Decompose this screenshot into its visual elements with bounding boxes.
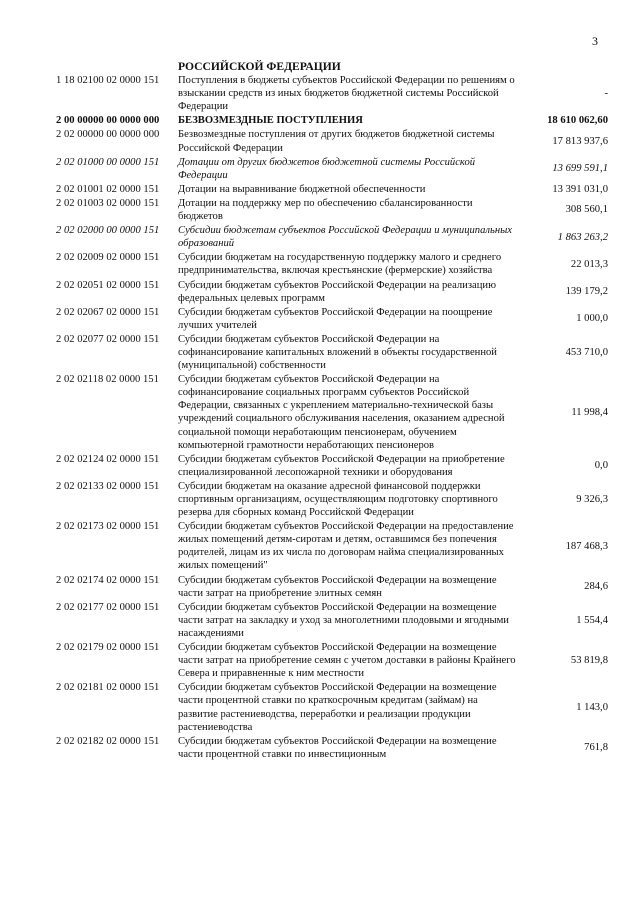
amount: 13 391 031,0	[552, 183, 608, 195]
amount: 22 013,3	[570, 258, 608, 270]
table-row	[56, 128, 608, 155]
budget-code: 2 02 02182 02 0000 151	[56, 735, 160, 747]
amount: 453 710,0	[565, 346, 608, 358]
amount: 139 179,2	[565, 286, 608, 298]
table-row	[56, 681, 608, 734]
amount: 284,6	[584, 581, 608, 593]
revenue-name: Субсидии бюджетам на оказание адресной финансовой поддержки спортивным организациям, осуществляющим подготовку спортивного резерва для сборных команд Российской Федерации	[178, 480, 498, 519]
amount: 187 468,3	[565, 540, 608, 552]
amount: 1 143,0	[576, 701, 608, 713]
revenue-name: Субсидии бюджетам субъектов Российской Федерации на поощрение лучших учителей	[178, 306, 493, 331]
budget-code	[56, 60, 174, 74]
budget-code: 2 02 02133 02 0000 151	[56, 480, 160, 492]
revenue-name: Субсидии бюджетам субъектов Российской Федерации на возмещение части затрат на приобретение семян с учетом доставки в районы Крайнего Севера и приравненные к ним местности	[178, 642, 516, 680]
amount: 308 560,1	[565, 204, 608, 216]
table-row	[56, 74, 608, 114]
revenue-name: Субсидии бюджетам субъектов Российской Федерации на софинансирование капитальных вложений в объекты государственной (муниципальной) собственности	[178, 333, 497, 372]
budget-code: 2 02 02051 02 0000 151	[56, 279, 160, 291]
table-row	[56, 373, 608, 453]
budget-code: 2 02 01000 00 0000 151	[56, 156, 160, 168]
revenue-name: Субсидии бюджетам субъектов Российской Федерации и муниципальных образований	[178, 225, 512, 250]
revenue-name: Субсидии бюджетам субъектов Российской Федерации на софинансирование социальных программ субъектов Российской Федерации, связанных с укреплением материально-технической базы учреждений социального обслуживания населения, оказанием адресной социальной помощи неработающим пенсионерам, обучением компьютерной грамотности неработающих пенсионеров	[178, 374, 505, 451]
revenue-name: Субсидии бюджетам субъектов Российской Федерации на приобретение специализированной лесопожарной техники и оборудования	[178, 453, 505, 478]
table-row	[56, 60, 608, 74]
budget-code: 2 00 00000 00 0000 000	[56, 115, 160, 127]
revenue-name: Дотации на поддержку мер по обеспечению сбалансированности бюджетов	[178, 197, 473, 223]
table-row	[56, 156, 608, 183]
budget-code: 2 02 02124 02 0000 151	[56, 453, 160, 465]
revenue-name: РОССИЙСКОЙ ФЕДЕРАЦИИ	[178, 60, 341, 73]
budget-code: 1 18 02100 02 0000 151	[56, 75, 160, 87]
amount: 1 554,4	[576, 614, 608, 626]
table-row	[56, 279, 608, 306]
budget-code: 2 02 02077 02 0000 151	[56, 333, 160, 345]
table-row	[56, 197, 608, 224]
table-row	[56, 306, 608, 333]
amount: 761,8	[584, 742, 608, 754]
budget-code: 2 02 02177 02 0000 151	[56, 601, 160, 613]
budget-code: 2 02 02173 02 0000 151	[56, 521, 160, 533]
table-row	[56, 183, 608, 197]
budget-code: 2 02 02174 02 0000 151	[56, 574, 160, 586]
amount: 1 000,0	[576, 313, 608, 325]
table-row	[56, 601, 608, 641]
table-row	[56, 251, 608, 278]
revenue-name: Поступления в бюджеты субъектов Российской Федерации по решениям о взыскании средств из иных бюджетов бюджетной системы Российской Федерации	[178, 75, 515, 113]
page-number: 3	[592, 34, 598, 48]
amount: 53 819,8	[570, 655, 608, 667]
budget-code: 2 02 01001 02 0000 151	[56, 183, 160, 195]
budget-code: 2 02 02009 02 0000 151	[56, 252, 160, 264]
table-row	[56, 480, 608, 520]
table-row	[56, 574, 608, 601]
table-row	[56, 224, 608, 251]
revenue-name: Субсидии бюджетам субъектов Российской Федерации на возмещение части процентной ставки по краткосрочным кредитам (займам) на развитие растениеводства, переработки и реализации продукции растениеводства	[178, 682, 497, 733]
revenue-name: Субсидии бюджетам субъектов Российской Федерации на реализацию федеральных целевых программ	[178, 279, 496, 304]
budget-code: 2 02 00000 00 0000 000	[56, 129, 160, 141]
amount	[518, 60, 608, 74]
revenue-name: Субсидии бюджетам субъектов Российской Федерации на возмещение части затрат на приобретение элитных семян	[178, 574, 497, 599]
table-row	[56, 641, 608, 681]
budget-code: 2 02 02181 02 0000 151	[56, 682, 160, 694]
table-row	[56, 520, 608, 573]
revenue-name: Субсидии бюджетам субъектов Российской Федерации на возмещение части затрат на закладку и уход за многолетними плодовыми и ягодными насаждениями	[178, 601, 509, 639]
budget-code: 2 02 02179 02 0000 151	[56, 642, 160, 654]
table-body	[56, 60, 608, 762]
budget-revenue-table	[56, 60, 608, 762]
revenue-name: Субсидии бюджетам на государственную поддержку малого и среднего предпринимательства, включая крестьянские (фермерские) хозяйства	[178, 252, 502, 277]
revenue-name: БЕЗВОЗМЕЗДНЫЕ ПОСТУПЛЕНИЯ	[178, 115, 363, 127]
table-row	[56, 453, 608, 480]
revenue-name: Субсидии бюджетам субъектов Российской Федерации на предоставление жилых помещений детям-сиротам и детям, оставшимся без попечения родителей, лицам из их числа по договорам найма специализированных жилых помещений"	[178, 521, 514, 572]
revenue-name: Дотации на выравнивание бюджетной обеспеченности	[178, 183, 426, 195]
revenue-name: Субсидии бюджетам субъектов Российской Федерации на возмещение части процентной ставки по инвестиционным	[178, 735, 497, 760]
table-row	[56, 735, 608, 762]
amount: 1 863 263,2	[557, 231, 608, 243]
table-row	[56, 114, 608, 128]
amount: 9 326,3	[576, 494, 608, 505]
amount: 18 610 062,60	[547, 115, 608, 127]
table-row	[56, 333, 608, 373]
amount: 11 998,4	[571, 406, 608, 418]
revenue-name: Безвозмездные поступления от других бюджетов бюджетной системы Российской Федерации	[178, 129, 495, 154]
amount: 0,0	[594, 460, 608, 472]
revenue-name: Дотации от других бюджетов бюджетной системы Российской Федерации	[178, 156, 476, 181]
budget-code: 2 02 02000 00 0000 151	[56, 225, 160, 237]
amount: -	[604, 88, 608, 100]
budget-code: 2 02 02067 02 0000 151	[56, 306, 160, 318]
budget-code: 2 02 02118 02 0000 151	[56, 374, 159, 386]
amount: 13 699 591,1	[552, 163, 608, 175]
amount: 17 813 937,6	[552, 136, 608, 148]
budget-code: 2 02 01003 02 0000 151	[56, 197, 160, 209]
